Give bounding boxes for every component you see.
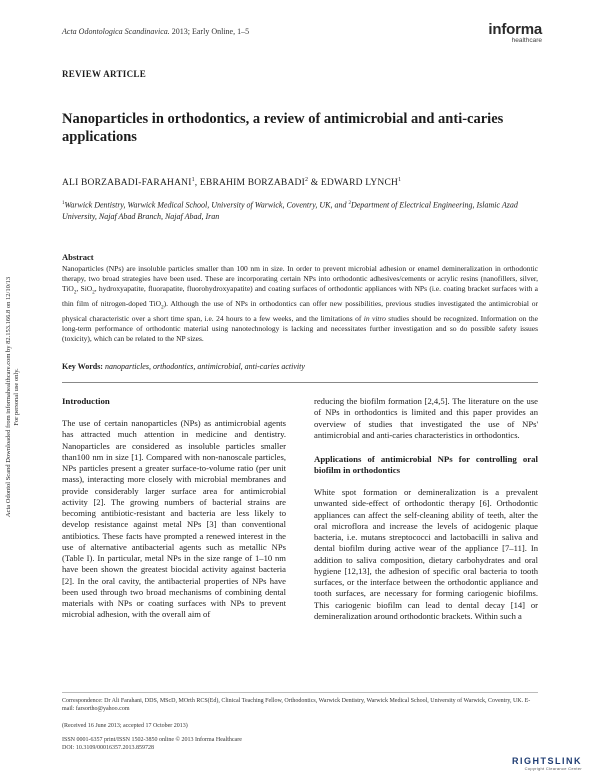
right-column <box>314 396 538 622</box>
abstract-part: Nanoparticles (NPs) are insoluble particles smaller than 100 nm in size. In order to prevent microbial adhesion or enamel demineralization in orthodontic therapy, two broad strategies have been used. These are incorporating certain NPs into orthodontic adhesives/cements or acrylic resins (nanofillers, silver, TiO <box>62 264 538 294</box>
author-2: , EBRAHIM BORZABADI <box>194 178 305 189</box>
left-column <box>62 396 286 621</box>
author-3-affil: 1 <box>398 177 402 183</box>
affil-1: Warwick Dentistry, Warwick Medical School, University of Warwick, Coventry, UK, and <box>64 200 349 210</box>
abstract-part: ). Although the use of NPs in orthodontics can offer new possibilities, previous studies investigated the antimicrobial or physical characteristic over a short time span, i.e. 24 hours to a few weeks, and the limitations of <box>62 299 539 323</box>
doi-line: DOI: 10.3109/00016357.2013.859728 <box>62 745 154 751</box>
abstract-italic: in vitro <box>363 313 386 323</box>
abstract-divider <box>62 382 538 383</box>
publisher-logo <box>488 22 542 44</box>
abstract-heading: Abstract <box>62 252 94 262</box>
author-2-affil: 2 <box>304 177 309 183</box>
correspondence: Correspondence: Dr Ali Farahani, DDS, MScD, MOrth RCS(Ed), Clinical Teaching Fellow, Orthodontics, Warwick Dentistry, Warwick Medical School, University of Warwick, Coventry, UK. E-mail: farsortho@yahoo.com <box>62 698 531 712</box>
rightslink-tag: Copyright Clearance Center <box>524 766 582 771</box>
footer-divider <box>62 692 538 693</box>
keywords-text: nanoparticles, orthodontics, antimicrobial, anti-caries activity <box>102 362 305 371</box>
keywords-label: Key Words: <box>62 362 103 371</box>
subscript: 2 <box>92 290 95 296</box>
journal-issue: 2013; Early Online, 1–5 <box>169 27 250 36</box>
abstract <box>62 252 538 344</box>
intro-body: The use of certain nanoparticles (NPs) as antimicrobial agents has attracted much attention in medicine and dentistry. Nanoparticles are considered as insoluble particles smaller than100 nm in size [1]. Compared with non-nanoscale particles, NPs particles present a greater surface-to-volume ratio (per unit mass), interacting more closely with microbial membranes and provide considerably larger surface area for antimicrobial activity [2]. The growing numbers of bacterial strains are becoming antibiotic-resistant and bacteria are less likely to develop resistance against metal NPs [3] than conventional antibiotics. These facts have prompted a renewed interest in the use of alternative antibacterial agents such as metallic NPs (Table I). In particular, metal NPs in the size range of 1–10 nm have been shown the greatest biocidal activity against bacteria [2]. In the oral cavity, the antibacterial properties of NPs have been used through two broad mechanisms of combining dental materials with NPs or coating surfaces with NPs to prevent microbial adhesion, with the overall aim of <box>62 418 286 620</box>
download-watermark <box>0 247 26 547</box>
rightslink-logo <box>512 756 582 771</box>
journal-header <box>62 27 249 36</box>
watermark-line-2: For personal use only. <box>13 368 20 426</box>
article-title: Nanoparticles in orthodontics, a review of antimicrobial and anti-caries applications <box>62 111 504 145</box>
affil-1-mark: 1 <box>62 201 65 206</box>
section-gap <box>314 441 538 454</box>
article-type: REVIEW ARTICLE <box>62 69 146 79</box>
abstract-part: , SiO <box>76 284 93 294</box>
affil-2: Department of Electrical Engineering, Islamic Azad University, Najaf Abad Branch, Najaf Abad, Iran <box>62 200 518 221</box>
logo-brand: informa <box>488 21 542 38</box>
abstract-part: studies should be recognized. Information on the long-term performance of orthodontic material using nanotechnology is lacking and necessitates further investigation and so do possible safety issues (toxicity), which can be related to the NP sizes. <box>62 313 538 344</box>
author-3: & EDWARD LYNCH <box>308 178 399 189</box>
issn-line: ISSN 0001-6357 print/ISSN 1502-3850 online © 2013 Informa Healthcare <box>62 737 242 743</box>
keywords <box>62 362 305 371</box>
author-list <box>62 177 401 188</box>
logo-sub: healthcare <box>511 37 542 44</box>
author-1-affil: 1 <box>191 177 195 183</box>
intro-heading: Introduction <box>62 396 110 406</box>
abstract-text <box>62 264 538 344</box>
subscript: 2 <box>73 290 77 296</box>
applications-heading: Applications of antimicrobial NPs for controlling oral biofilm in orthodontics <box>314 454 538 475</box>
watermark-line-1: Acta Odontol Scand Downloaded from informahealthcare.com by 82.153.166.8 on 12/10/13 <box>5 276 12 518</box>
received-dates: (Received 16 June 2013; accepted 17 October 2013) <box>62 723 188 729</box>
applications-body: White spot formation or demineralization is a prevalent unwanted side-effect of orthodontic therapy [6]. Orthodontic appliances can affect the self-cleaning ability of teeth, alter the oral microflora and increase the levels of acidogenic plaque bacteria, i.e. mutans streptococci and lactobacilli in saliva and dental biofilm during active wear of the appliance [7–11]. In addition to saliva composition, dietary carbohydrates and oral hygiene [12,13], the adhesion of specific oral bacteria to tooth surfaces, or the interface between the orthodontic appliance and tooth surfaces, are necessary for forming cariogenic biofilms. This cariogenic biofilm can lead to dental decay [14] or demineralization around orthodontic brackets. Within such a <box>314 487 538 621</box>
rightslink-name: RIGHTSLINK <box>512 756 582 766</box>
affiliations <box>62 198 542 222</box>
author-1: ALI BORZABADI-FARAHANI <box>62 178 192 189</box>
abstract-part: , hydroxyapatite, fluorapatite, fluorohydroxyapatite) and coating surfaces of orthodontic appliances with NPs (i.e. coating bracket surfaces with a thin film of nitrogen-doped TiO <box>62 284 538 309</box>
intro-continued: reducing the biofilm formation [2,4,5]. The literature on the use of NPs in orthodontics is limited and this paper provides an overview of studies that investigated the use of NPs' antimicrobial and anti-caries characteristics in orthodontics. <box>314 396 538 440</box>
affil-2-mark: 2 <box>348 201 351 206</box>
subscript: 2 <box>161 305 164 311</box>
journal-name: Acta Odontologica Scandinavica. <box>62 27 170 36</box>
